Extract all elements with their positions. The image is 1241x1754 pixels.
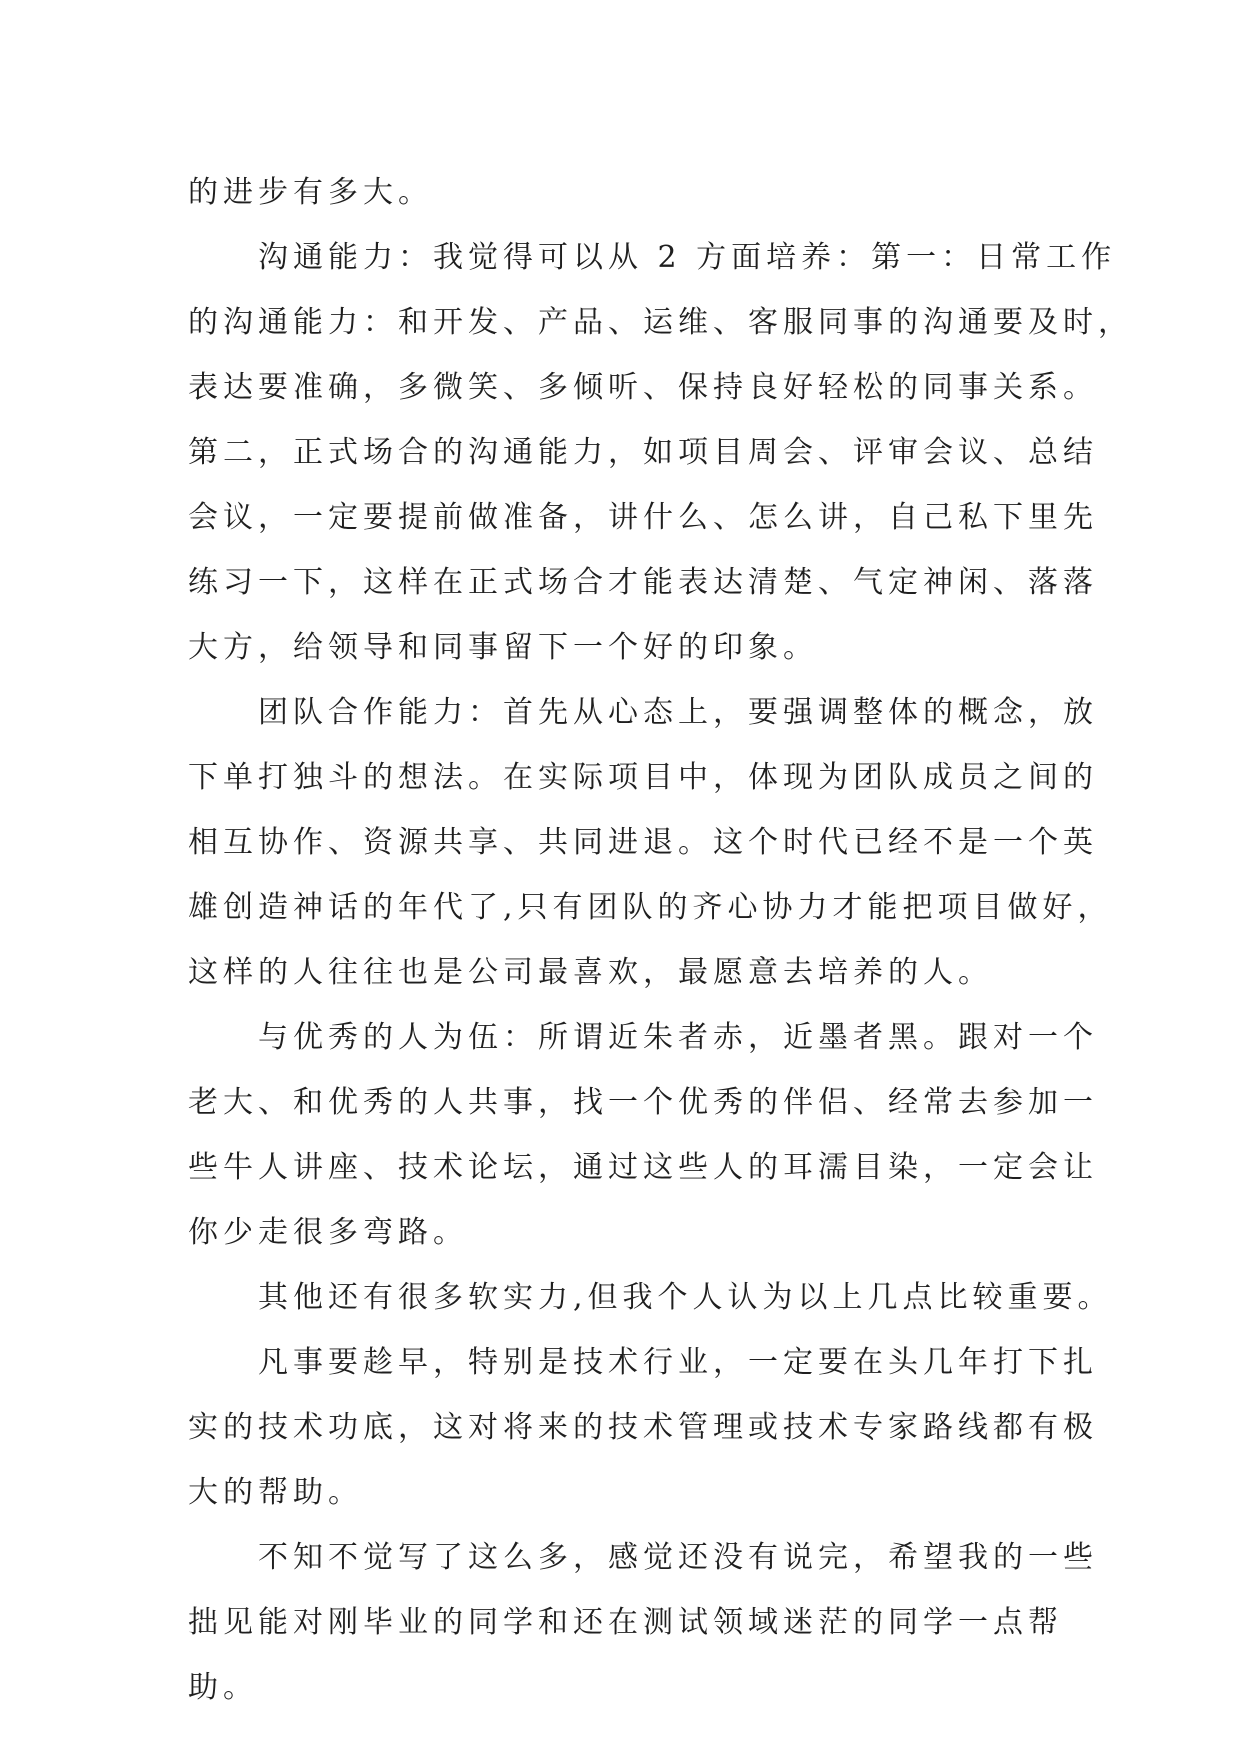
paragraph-line: 这样的人往往也是公司最喜欢，最愿意去培养的人。 [188,955,993,990]
paragraph-line: 凡事要趁早，特别是技术行业，一定要在头几年打下扎 [258,1345,1098,1380]
paragraph-line: 不知不觉写了这么多，感觉还没有说完，希望我的一些 [258,1540,1098,1575]
paragraph-line: 团队合作能力：首先从心态上，要强调整体的概念，放 [258,695,1098,730]
paragraph-line: 老大、和优秀的人共事，找一个优秀的伴侣、经常去参加一 [188,1085,1098,1120]
paragraph-line: 会议，一定要提前做准备，讲什么、怎么讲，自己私下里先 [188,500,1098,535]
paragraph-line: 些牛人讲座、技术论坛，通过这些人的耳濡目染，一定会让 [188,1150,1098,1185]
paragraph-line: 大方，给领导和同事留下一个好的印象。 [188,630,818,665]
paragraph-line: 助。 [188,1670,258,1705]
paragraph-line: 你少走很多弯路。 [188,1215,468,1250]
paragraph-line: 第二，正式场合的沟通能力，如项目周会、评审会议、总结 [188,435,1098,470]
paragraph-line: 下单打独斗的想法。在实际项目中，体现为团队成员之间的 [188,760,1098,795]
paragraph-line: 其他还有很多软实力,但我个人认为以上几点比较重要。 [258,1280,1113,1315]
paragraph-line: 相互协作、资源共享、共同进退。这个时代已经不是一个英 [188,825,1098,860]
paragraph-line: 大的帮助。 [188,1475,363,1510]
paragraph-line: 表达要准确，多微笑、多倾听、保持良好轻松的同事关系。 [188,370,1098,405]
paragraph-line: 拙见能对刚毕业的同学和还在测试领域迷茫的同学一点帮 [188,1605,1063,1640]
paragraph-line: 的进步有多大。 [188,175,433,210]
paragraph-line: 练习一下，这样在正式场合才能表达清楚、气定神闲、落落 [188,565,1098,600]
paragraph-line: 沟通能力：我觉得可以从 2 方面培养：第一：日常工作 [258,240,1117,275]
paragraph-line: 雄创造神话的年代了,只有团队的齐心协力才能把项目做好， [188,890,1113,925]
paragraph-line: 的沟通能力：和开发、产品、运维、客服同事的沟通要及时， [188,305,1133,340]
paragraph-line: 实的技术功底，这对将来的技术管理或技术专家路线都有极 [188,1410,1098,1445]
document-page [188,160,1133,1720]
paragraph-line: 与优秀的人为伍：所谓近朱者赤，近墨者黑。跟对一个 [258,1020,1098,1055]
